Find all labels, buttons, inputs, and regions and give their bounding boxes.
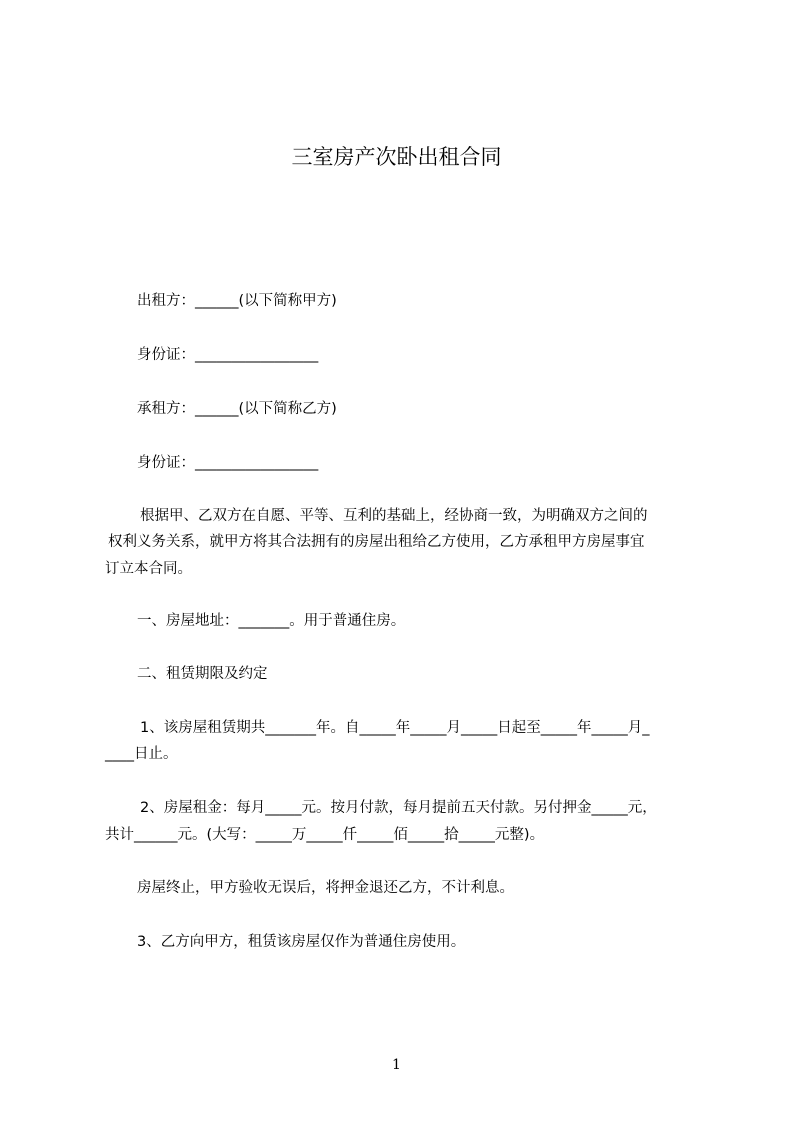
clause-2-line-1: 2、房屋租金：每月_____元。按月付款，每月提前五天付款。另付押金_____元，	[140, 800, 657, 816]
lessor-id-line: 身份证：_________________	[137, 347, 319, 363]
intro-paragraph-line-3: 订立本合同。	[105, 561, 192, 577]
clause-2-line-2: 共计______元。(大写：_____万_____仟_____佰_____拾_____元整)。	[105, 827, 545, 843]
lessee-id-line: 身份证：_________________	[137, 455, 319, 471]
intro-paragraph-line-1: 根据甲、乙双方在自愿、平等、互利的基础上，经协商一致，为明确双方之间的	[140, 508, 648, 524]
intro-paragraph-line-2: 权利义务关系，就甲方将其合法拥有的房屋出租给乙方使用，乙方承租甲方房屋事宜	[108, 534, 645, 550]
deposit-return-line: 房屋终止，甲方验收无误后，将押金退还乙方，不计利息。	[137, 880, 514, 896]
lessor-line: 出租方：______(以下简称甲方)	[137, 293, 337, 309]
clause-3-line: 3、乙方向甲方，租赁该房屋仅作为普通住房使用。	[137, 934, 466, 950]
lessee-line: 承租方：______(以下简称乙方)	[137, 401, 337, 417]
clause-1-line-1: 1、该房屋租赁期共_______年。自_____年_____月_____日起至_____年_____月_	[140, 720, 650, 736]
section-1-address: 一、房屋地址：_______。用于普通住房。	[137, 613, 406, 629]
page-number: 1	[392, 1057, 401, 1073]
clause-1-line-2: ____日止。	[105, 746, 178, 762]
contract-title: 三室房产次卧出租合同	[291, 145, 502, 169]
section-2-heading: 二、租赁期限及约定	[137, 666, 268, 682]
